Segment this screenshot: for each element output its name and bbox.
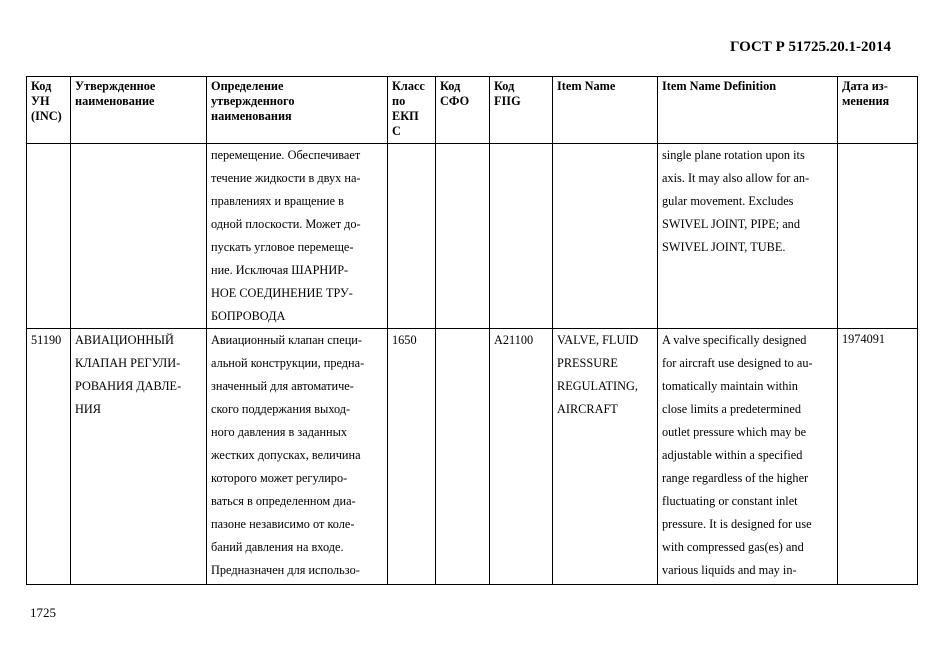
header-line: наименование bbox=[75, 94, 155, 108]
cell-line: КЛАПАН РЕГУЛИ- bbox=[75, 356, 181, 370]
cell-line: SWIVEL JOINT, PIPE; and bbox=[662, 217, 800, 231]
cell-line: tomatically maintain within bbox=[662, 379, 798, 393]
cell-line: VALVE, FLUID bbox=[557, 333, 639, 347]
cell-class: 1650 bbox=[388, 329, 436, 585]
cell-line: баний давления на входе. bbox=[211, 540, 344, 554]
cell-line: ского поддержания выход- bbox=[211, 402, 351, 416]
header-line: Определение bbox=[211, 79, 284, 93]
cell-fiig: A21100 bbox=[490, 329, 553, 585]
header-line: Утвержденное bbox=[75, 79, 156, 93]
cell-definition bbox=[207, 329, 388, 585]
catalog-table bbox=[26, 76, 918, 585]
header-line: Item Name Definition bbox=[662, 79, 777, 93]
table-header-row bbox=[27, 77, 918, 144]
header-line: Класс bbox=[392, 79, 425, 93]
cell-line: Авиационный клапан специ- bbox=[211, 333, 362, 347]
cell-line: PRESSURE bbox=[557, 356, 618, 370]
cell-line: SWIVEL JOINT, TUBE. bbox=[662, 240, 786, 254]
cell-line: range regardless of the higher bbox=[662, 471, 809, 485]
header-line: менения bbox=[842, 94, 890, 108]
col-header-code bbox=[27, 77, 71, 144]
cell-line: одной плоскости. Может до- bbox=[211, 217, 361, 231]
header-line: наименования bbox=[211, 109, 292, 123]
cell-date bbox=[838, 144, 918, 329]
cell-line: НОЕ СОЕДИНЕНИЕ ТРУ- bbox=[211, 286, 353, 300]
header-line: Код bbox=[31, 79, 52, 93]
cell-line: течение жидкости в двух на- bbox=[211, 171, 361, 185]
header-line: Код bbox=[440, 79, 461, 93]
cell-line: пазоне независимо от коле- bbox=[211, 517, 355, 531]
cell-date: 1974091 bbox=[838, 329, 918, 585]
table-row bbox=[27, 329, 918, 585]
header-line: Дата из- bbox=[842, 79, 888, 93]
cell-line: АВИАЦИОННЫЙ bbox=[75, 333, 174, 347]
cell-fiig bbox=[490, 144, 553, 329]
cell-line: Предназначен для использо- bbox=[211, 563, 360, 577]
cell-line: которого может регулиро- bbox=[211, 471, 348, 485]
header-line: ЕКП bbox=[392, 109, 419, 123]
cell-line: pressure. It is designed for use bbox=[662, 517, 812, 531]
header-line: Код bbox=[494, 79, 515, 93]
cell-line: ваться в определенном диа- bbox=[211, 494, 356, 508]
cell-code bbox=[27, 144, 71, 329]
col-header-fiig bbox=[490, 77, 553, 144]
cell-item-definition bbox=[658, 144, 838, 329]
cell-line: альной конструкции, предна- bbox=[211, 356, 365, 370]
table-row bbox=[27, 144, 918, 329]
cell-code: 51190 bbox=[27, 329, 71, 585]
cell-line: for aircraft use designed to au- bbox=[662, 356, 813, 370]
cell-line: правлениях и вращение в bbox=[211, 194, 344, 208]
cell-line: ние. Исключая ШАРНИР- bbox=[211, 263, 349, 277]
header-line: С bbox=[392, 124, 401, 138]
page-number: 1725 bbox=[30, 605, 56, 620]
cell-sfo bbox=[436, 144, 490, 329]
cell-line: НИЯ bbox=[75, 402, 101, 416]
cell-line: значенный для автоматиче- bbox=[211, 379, 354, 393]
cell-item-name bbox=[553, 144, 658, 329]
header-line: Item Name bbox=[557, 79, 616, 93]
cell-line: fluctuating or constant inlet bbox=[662, 494, 798, 508]
cell-line: ного давления в заданных bbox=[211, 425, 348, 439]
cell-sfo bbox=[436, 329, 490, 585]
cell-definition bbox=[207, 144, 388, 329]
col-header-item-name bbox=[553, 77, 658, 144]
cell-line: REGULATING, bbox=[557, 379, 638, 393]
document-id: ГОСТ Р 51725.20.1-2014 bbox=[729, 39, 891, 55]
header-line: утвержденного bbox=[211, 94, 295, 108]
cell-line: РОВАНИЯ ДАВЛЕ- bbox=[75, 379, 182, 393]
col-header-sfo bbox=[436, 77, 490, 144]
col-header-class bbox=[388, 77, 436, 144]
cell-line: axis. It may also allow for an- bbox=[662, 171, 810, 185]
cell-line: adjustable within a specified bbox=[662, 448, 803, 462]
cell-line: жестких допусках, величина bbox=[211, 448, 361, 462]
cell-line: single plane rotation upon its bbox=[662, 148, 805, 162]
cell-line: пускать угловое перемеще- bbox=[211, 240, 354, 254]
cell-approved-name bbox=[71, 329, 207, 585]
header-line: УН bbox=[31, 94, 50, 108]
cell-class bbox=[388, 144, 436, 329]
cell-line: перемещение. Обеспечивает bbox=[211, 148, 361, 162]
header-line: (INC) bbox=[31, 109, 62, 123]
cell-line: close limits a predetermined bbox=[662, 402, 801, 416]
header-line: по bbox=[392, 94, 406, 108]
header-line: СФО bbox=[440, 94, 470, 108]
col-header-definition bbox=[207, 77, 388, 144]
cell-line: AIRCRAFT bbox=[557, 402, 618, 416]
cell-line: with compressed gas(es) and bbox=[662, 540, 804, 554]
col-header-date bbox=[838, 77, 918, 144]
cell-approved-name bbox=[71, 144, 207, 329]
cell-line: gular movement. Excludes bbox=[662, 194, 794, 208]
col-header-item-definition bbox=[658, 77, 838, 144]
cell-line: outlet pressure which may be bbox=[662, 425, 807, 439]
cell-line: A valve specifically designed bbox=[662, 333, 807, 347]
cell-line: various liquids and may in- bbox=[662, 563, 797, 577]
cell-line: БОПРОВОДА bbox=[211, 309, 286, 323]
header-line: FIIG bbox=[494, 94, 521, 108]
col-header-approved-name bbox=[71, 77, 207, 144]
cell-item-name bbox=[553, 329, 658, 585]
cell-item-definition bbox=[658, 329, 838, 585]
